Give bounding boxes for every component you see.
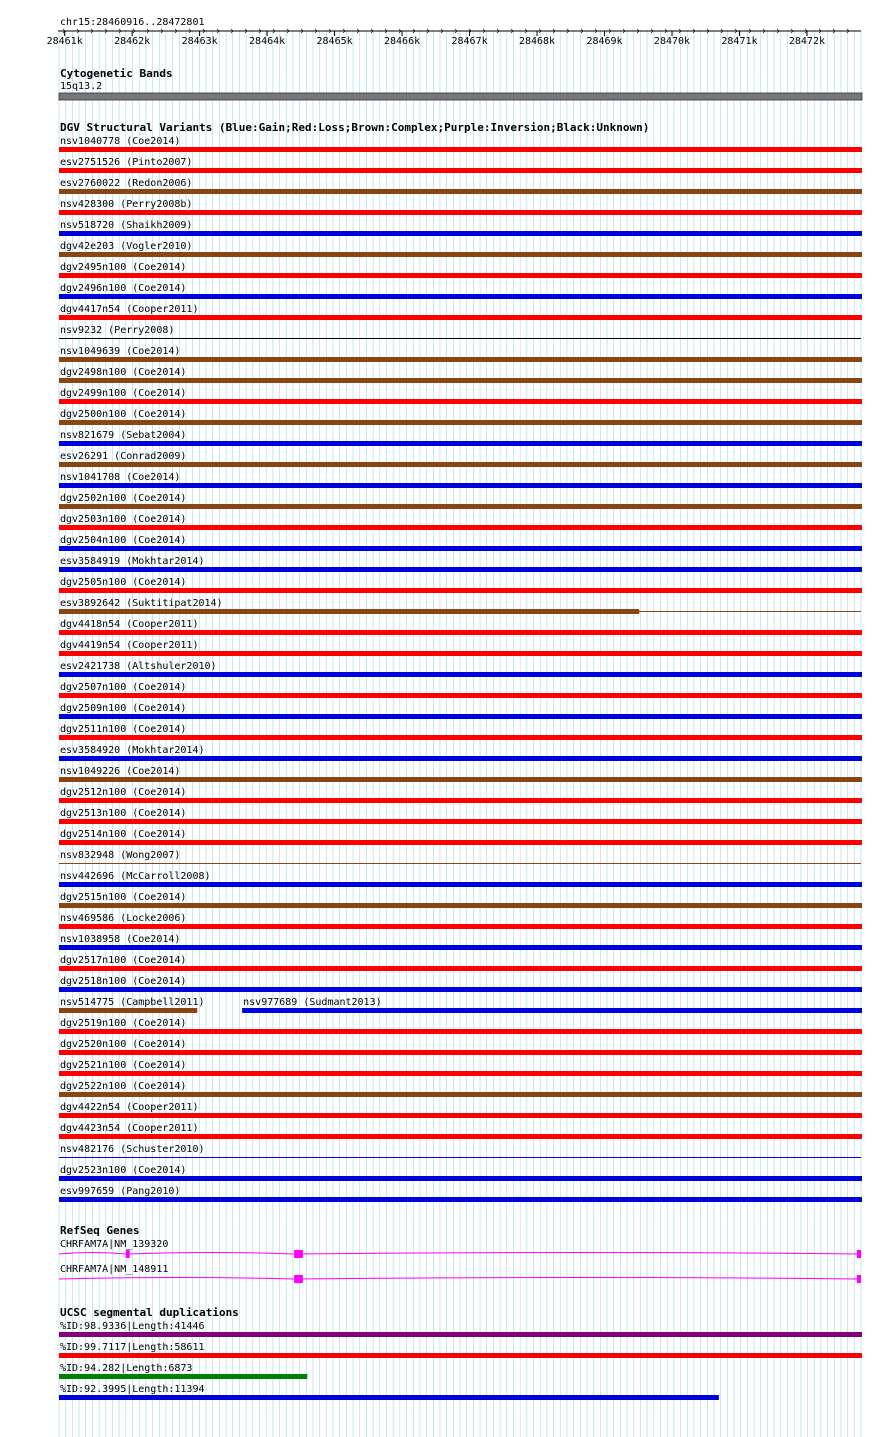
cytoband-track-title: Cytogenetic Bands (60, 67, 173, 80)
sv-feature-label: dgv2500n100 (Coe2014) (60, 409, 187, 420)
sv-feature-bar[interactable] (59, 777, 862, 782)
ruler-tick-label: 28462k (114, 36, 151, 47)
sv-feature-bar[interactable] (59, 588, 862, 593)
sv-feature-label: dgv2502n100 (Coe2014) (60, 493, 187, 504)
sv-feature-bar[interactable] (59, 546, 862, 551)
segdup-bar[interactable] (59, 1395, 719, 1400)
sv-feature-label: esv2421738 (Altshuler2010) (60, 661, 217, 672)
sv-feature-label: dgv2523n100 (Coe2014) (60, 1165, 187, 1176)
sv-feature-bar[interactable] (59, 378, 862, 383)
ruler-tick-label: 28468k (518, 36, 556, 47)
sv-feature-label: esv26291 (Conrad2009) (60, 451, 187, 462)
sv-feature-label: nsv832948 (Wong2007) (60, 850, 181, 861)
sv-feature-bar[interactable] (59, 840, 862, 845)
sv-feature-label: dgv2520n100 (Coe2014) (60, 1039, 187, 1050)
sv-feature-bar[interactable] (59, 1071, 862, 1076)
gene-intron-line[interactable] (59, 1253, 857, 1255)
sv-feature-label: dgv2498n100 (Coe2014) (60, 367, 187, 378)
sv-feature-bar[interactable] (59, 945, 862, 950)
gene-intron-line[interactable] (59, 1278, 857, 1280)
segdup-label: %ID:98.9336|Length:41446 (60, 1321, 205, 1332)
sv-feature-bar[interactable] (59, 231, 862, 236)
sv-feature-bar[interactable] (59, 399, 862, 404)
sv-feature-label: nsv1049226 (Coe2014) (60, 766, 181, 777)
ruler-tick-label: 28472k (788, 36, 826, 47)
sv-feature-bar[interactable] (59, 924, 862, 929)
sv-feature-bar[interactable] (59, 483, 862, 488)
sv-feature-bar[interactable] (59, 819, 862, 824)
dgv-track-title: DGV Structural Variants (Blue:Gain;Red:Loss;Brown:Complex;Purple:Inversion;Black:Unknown) (60, 121, 650, 134)
gene-exon[interactable] (294, 1250, 303, 1258)
sv-feature-label: dgv2512n100 (Coe2014) (60, 787, 187, 798)
sv-feature-bar[interactable] (59, 1197, 862, 1202)
sv-feature-bar[interactable] (59, 714, 862, 719)
sv-feature-bar[interactable] (59, 252, 862, 257)
sv-feature-label: dgv2511n100 (Coe2014) (60, 724, 187, 735)
sv-feature-label: nsv1038958 (Coe2014) (60, 934, 181, 945)
sv-feature-bar[interactable] (59, 462, 862, 467)
sv-feature-label: dgv2496n100 (Coe2014) (60, 283, 187, 294)
sv-feature-label: dgv2515n100 (Coe2014) (60, 892, 187, 903)
sv-feature-bar[interactable] (59, 189, 862, 194)
sv-feature-bar[interactable] (59, 1050, 862, 1055)
sv-feature-bar[interactable] (59, 567, 862, 572)
sv-feature-bar[interactable] (59, 966, 862, 971)
sv-feature-bar[interactable] (59, 987, 862, 992)
sv-feature-label: dgv2518n100 (Coe2014) (60, 976, 187, 987)
sv-feature-bar[interactable] (59, 609, 639, 614)
sv-feature-label: dgv42e203 (Vogler2010) (60, 241, 193, 252)
sv-feature-bar[interactable] (59, 693, 862, 698)
sv-feature-bar[interactable] (59, 1092, 862, 1097)
sv-feature-label: nsv482176 (Schuster2010) (60, 1144, 205, 1155)
sv-feature-label: nsv518720 (Shaikh2009) (60, 220, 193, 231)
sv-feature-label: esv2751526 (Pinto2007) (60, 157, 193, 168)
sv-feature-label: nsv1040778 (Coe2014) (60, 136, 181, 147)
sv-feature-label: dgv2513n100 (Coe2014) (60, 808, 187, 819)
sv-feature-label: dgv2519n100 (Coe2014) (60, 1018, 187, 1029)
sv-feature-label: esv2760022 (Redon2006) (60, 178, 193, 189)
gene-label: CHRFAM7A|NM_139320 (60, 1239, 169, 1250)
sv-feature-label: dgv2509n100 (Coe2014) (60, 703, 187, 714)
sv-feature-label: nsv977689 (Sudmant2013) (243, 997, 382, 1008)
sv-feature-bar[interactable] (59, 1134, 862, 1139)
sv-feature-label: dgv2507n100 (Coe2014) (60, 682, 187, 693)
sv-feature-label: dgv2499n100 (Coe2014) (60, 388, 187, 399)
sv-feature-bar[interactable] (59, 735, 862, 740)
sv-feature-label: esv997659 (Pang2010) (60, 1186, 181, 1197)
sv-feature-bar[interactable] (59, 1176, 862, 1181)
segdup-bar[interactable] (59, 1374, 307, 1379)
sv-feature-label: nsv1041708 (Coe2014) (60, 472, 181, 483)
sv-feature-label: nsv469586 (Locke2006) (60, 913, 187, 924)
segdup-label: %ID:94.282|Length:6873 (60, 1363, 193, 1374)
gene-exon[interactable] (857, 1250, 861, 1258)
gene-exon[interactable] (857, 1275, 861, 1283)
sv-feature-bar[interactable] (59, 1113, 862, 1118)
gene-label: CHRFAM7A|NM_148911 (60, 1264, 169, 1275)
sv-feature-bar[interactable] (242, 1008, 862, 1013)
ruler-tick-label: 28464k (249, 36, 286, 47)
sv-feature-label: nsv514775 (Campbell2011) (60, 997, 205, 1008)
segdup-bar[interactable] (59, 1332, 862, 1337)
sv-feature-bar[interactable] (59, 651, 862, 656)
sv-feature-bar[interactable] (59, 630, 862, 635)
sv-feature-label: dgv2522n100 (Coe2014) (60, 1081, 187, 1092)
gene-exon[interactable] (126, 1250, 130, 1258)
sv-feature-bar[interactable] (59, 294, 862, 299)
segdup-label: %ID:99.7117|Length:58611 (60, 1342, 205, 1353)
sv-feature-label: dgv4419n54 (Cooper2011) (60, 640, 199, 651)
sv-feature-label: nsv9232 (Perry2008) (60, 325, 175, 336)
cytoband-label: 15q13.2 (60, 81, 103, 92)
sv-feature-bar[interactable] (59, 672, 862, 677)
sv-feature-label: esv3584920 (Mokhtar2014) (60, 745, 205, 756)
sv-feature-bar[interactable] (59, 882, 862, 887)
sv-feature-label: dgv2503n100 (Coe2014) (60, 514, 187, 525)
sv-feature-label: nsv1049639 (Coe2014) (60, 346, 181, 357)
ruler-tick-label: 28463k (181, 36, 218, 47)
ruler-tick-label: 28461k (46, 36, 83, 47)
sv-feature-label: dgv2505n100 (Coe2014) (60, 577, 187, 588)
gene-exon[interactable] (294, 1275, 303, 1283)
sv-feature-bar[interactable] (59, 504, 862, 509)
sv-feature-bar[interactable] (59, 1029, 862, 1034)
sv-feature-label: dgv4423n54 (Cooper2011) (60, 1123, 199, 1134)
sv-feature-bar[interactable] (59, 315, 862, 320)
sv-feature-label: dgv4418n54 (Cooper2011) (60, 619, 199, 630)
ruler-tick-label: 28466k (384, 36, 421, 47)
cytoband-bar[interactable] (59, 93, 862, 100)
sv-feature-label: dgv4417n54 (Cooper2011) (60, 304, 199, 315)
segdup-track-title: UCSC segmental duplications (60, 1306, 239, 1319)
ruler-tick-label: 28471k (721, 36, 758, 47)
sv-feature-label: esv3892642 (Suktitipat2014) (60, 598, 223, 609)
ruler-tick-label: 28467k (451, 36, 488, 47)
sv-feature-bar[interactable] (59, 168, 862, 173)
refseq-track-title: RefSeq Genes (60, 1224, 140, 1237)
sv-feature-bar[interactable] (59, 1008, 197, 1013)
sv-feature-label: dgv2495n100 (Coe2014) (60, 262, 187, 273)
sv-feature-bar[interactable] (59, 798, 862, 803)
sv-feature-bar[interactable] (59, 756, 862, 761)
sv-feature-label: esv3584919 (Mokhtar2014) (60, 556, 205, 567)
sv-feature-label: nsv428300 (Perry2008b) (60, 199, 193, 210)
sv-feature-label: nsv442696 (McCarroll2008) (60, 871, 211, 882)
sv-feature-bar[interactable] (59, 210, 862, 215)
sv-feature-label: dgv4422n54 (Cooper2011) (60, 1102, 199, 1113)
sv-feature-label: dgv2517n100 (Coe2014) (60, 955, 187, 966)
segdup-bar[interactable] (59, 1353, 862, 1358)
ruler-tick-label: 28465k (316, 36, 353, 47)
sv-feature-bar[interactable] (59, 525, 862, 530)
ruler-tick-label: 28469k (586, 36, 623, 47)
segdup-label: %ID:92.3995|Length:11394 (60, 1384, 205, 1395)
sv-feature-bar[interactable] (59, 903, 862, 908)
sv-feature-label: nsv821679 (Sebat2004) (60, 430, 187, 441)
ruler-tick-label: 28470k (653, 36, 691, 47)
sv-feature-label: dgv2514n100 (Coe2014) (60, 829, 187, 840)
sv-feature-bar[interactable] (59, 441, 862, 446)
sv-feature-bar[interactable] (59, 147, 862, 152)
locus-label: chr15:28460916..28472801 (60, 17, 205, 28)
sv-feature-bar[interactable] (59, 420, 862, 425)
sv-feature-label: dgv2504n100 (Coe2014) (60, 535, 187, 546)
sv-feature-label: dgv2521n100 (Coe2014) (60, 1060, 187, 1071)
sv-feature-bar[interactable] (59, 357, 862, 362)
sv-feature-bar[interactable] (59, 273, 862, 278)
